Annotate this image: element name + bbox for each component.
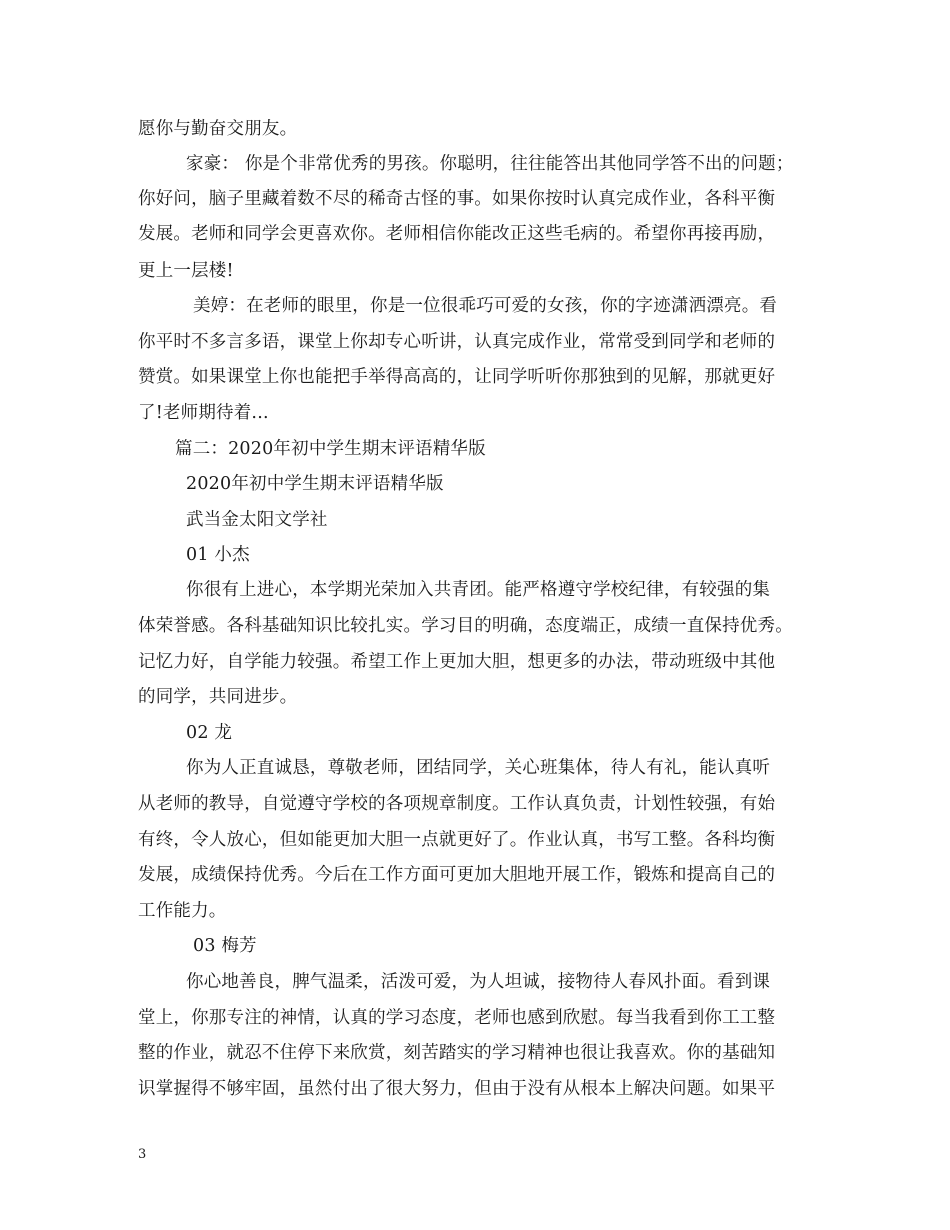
text-line: 发展，成绩保持优秀。今后在工作方面可更加大胆地开展工作，锻炼和提高自己的 (138, 865, 776, 885)
text-line: 堂上，你那专注的神情，认真的学习态度，老师也感到欣慰。每当我看到你工工整 (138, 1008, 776, 1028)
text-line: 了!老师期待着... (138, 403, 269, 423)
text-line: 你很有上进心，本学期光荣加入共青团。能严格遵守学校纪律，有较强的集 (186, 580, 771, 600)
text-line: 你心地善良，脾气温柔，活泼可爱，为人坦诚，接物待人春风扑面。看到课 (186, 972, 771, 992)
text-line: 记忆力好，自学能力较强。希望工作上更加大胆，想更多的办法，带动班级中其他 (138, 652, 776, 672)
text-line: 的同学，共同进步。 (138, 687, 298, 707)
text-line: 家豪： 你是个非常优秀的男孩。你聪明，往往能答出其他同学答不出的问题； (186, 154, 794, 174)
text-line: 体荣誉感。各科基础知识比较扎实。学习目的明确，态度端正，成绩一直保持优秀。 (138, 616, 793, 636)
entry-heading: 03 梅芳 (193, 936, 257, 956)
text-line: 从老师的教导，自觉遵守学校的各项规章制度。工作认真负责，计划性较强，有始 (138, 794, 776, 814)
text-line: 整的作业，就忍不住停下来欣赏，刻苦踏实的学习精神也很让我喜欢。你的基础知 (138, 1043, 776, 1063)
entry-heading: 02 龙 (186, 723, 233, 743)
text-line: 赞赏。如果课堂上你也能把手举得高高的，让同学听听你那独到的见解，那就更好 (138, 367, 776, 387)
text-line: 识掌握得不够牢固，虽然付出了很大努力，但由于没有从根本上解决问题。如果平 (138, 1079, 776, 1099)
section-heading: 篇二：2020年初中学生期末评语精华版 (175, 439, 486, 459)
publisher-name: 武当金太阳文学社 (186, 510, 328, 530)
page-number: 3 (138, 1147, 147, 1162)
entry-heading: 01 小杰 (186, 545, 250, 565)
text-line: 美婷：在老师的眼里，你是一位很乖巧可爱的女孩，你的字迹潇洒漂亮。看 (193, 296, 778, 316)
text-line: 你为人正直诚恳，尊敬老师，团结同学，关心班集体，待人有礼，能认真听 (186, 758, 771, 778)
text-line: 你平时不多言多语，课堂上你却专心听讲，认真完成作业，常常受到同学和老师的 (138, 332, 776, 352)
text-line: 愿你与勤奋交朋友。 (138, 119, 298, 139)
text-line: 你好问，脑子里藏着数不尽的稀奇古怪的事。如果你按时认真完成作业，各科平衡 (138, 189, 776, 209)
text-line: 工作能力。 (138, 901, 227, 921)
text-line: 更上一层楼! (138, 261, 234, 281)
document-title: 2020年初中学生期末评语精华版 (186, 474, 444, 494)
text-line: 有终，令人放心，但如能更加大胆一点就更好了。作业认真，书写工整。各科均衡 (138, 830, 776, 850)
text-line: 发展。老师和同学会更喜欢你。老师相信你能改正这些毛病的。希望你再接再励， (138, 224, 776, 244)
